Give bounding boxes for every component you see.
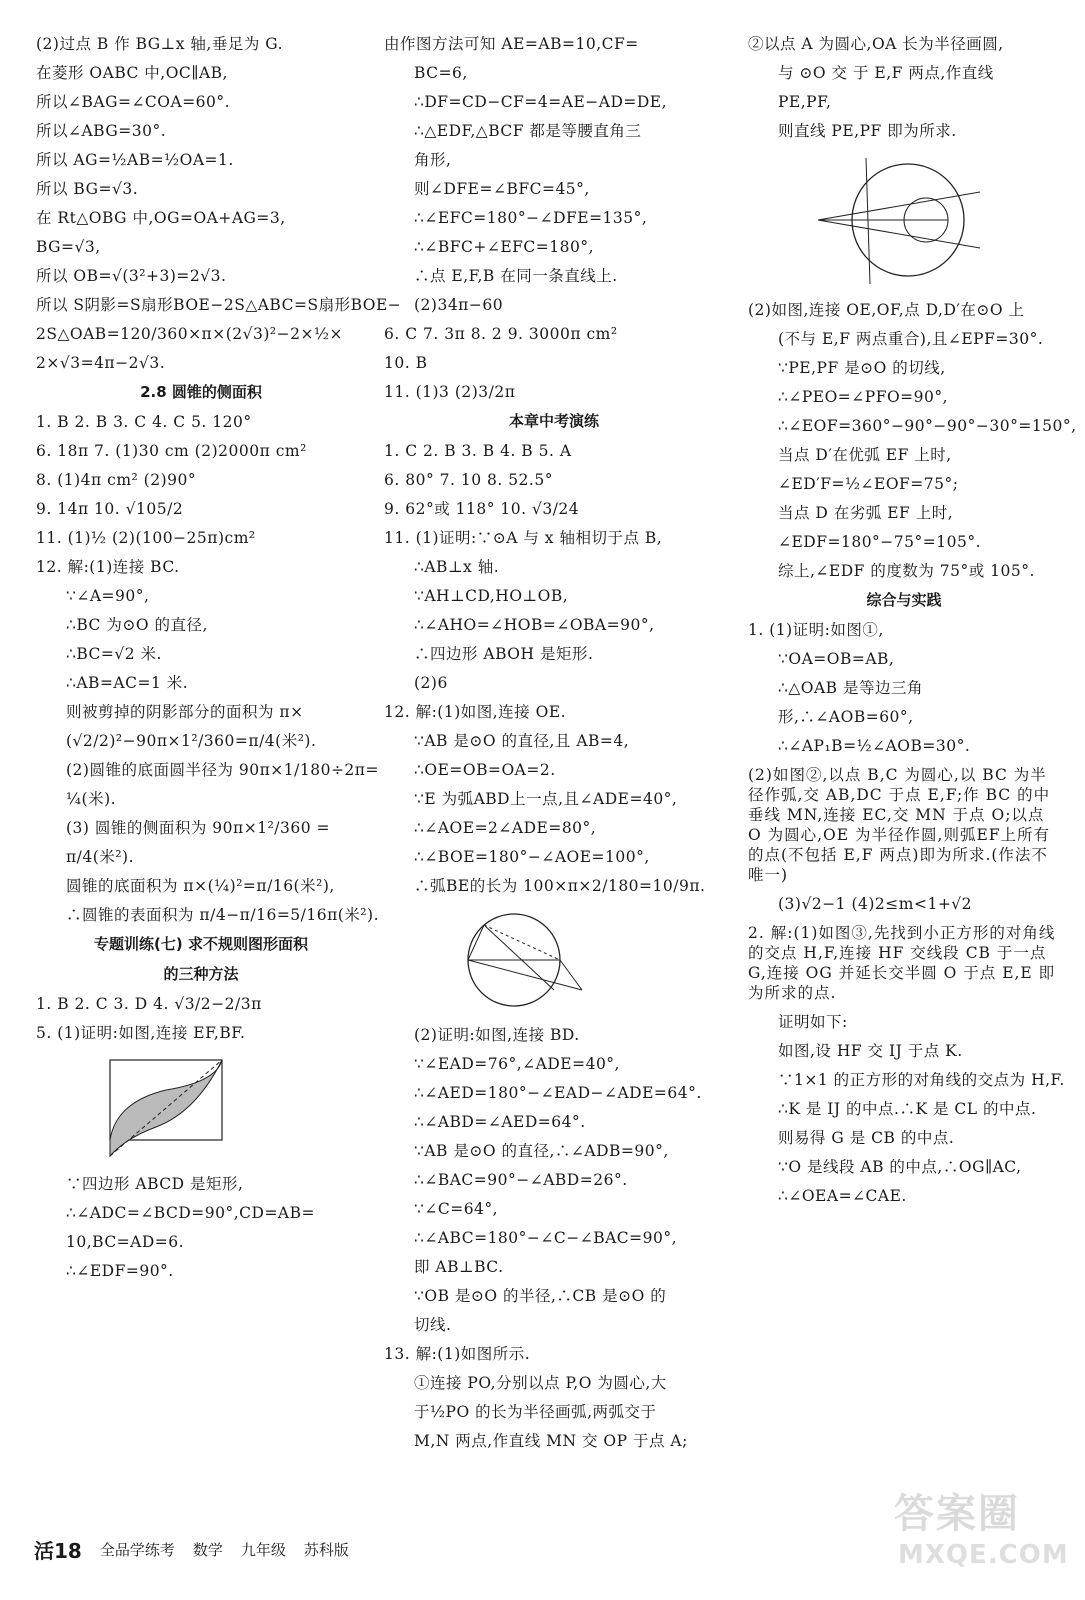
text-line: (2)6: [414, 674, 448, 692]
section-heading: 专题训练(七) 求不规则图形面积: [94, 935, 308, 953]
text-line: 6. 18π 7. (1)30 cm (2)2000π cm²: [36, 442, 307, 460]
text-line: 与 ⊙O 交 于 E,F 两点,作直线: [778, 64, 994, 82]
text-line: 11. (1)½ (2)(100−25π)cm²: [36, 529, 256, 547]
text-line: 12. 解:(1)如图,连接 OE.: [384, 703, 567, 721]
text-line: ∵PE,PF 是⊙O 的切线,: [778, 359, 946, 377]
text-line: ∴∠AHO=∠HOB=∠OBA=90°,: [414, 616, 655, 634]
text-line: 综上,∠EDF 的度数为 75°或 105°.: [778, 562, 1035, 580]
text-line: ∴∠BAC=90°−∠ABD=26°.: [414, 1171, 628, 1189]
text-line: ∵AH⊥CD,HO⊥OB,: [414, 587, 569, 605]
text-line: 所以 AG=½AB=½OA=1.: [36, 151, 234, 169]
text-line: ∠EDF=180°−75°=105°.: [778, 533, 982, 551]
text-line: 2S△OAB=120/360×π×(2√3)²−2×½×: [36, 325, 343, 343]
section-heading: 的三种方法: [163, 965, 239, 983]
text-line: 12. 解:(1)连接 BC.: [36, 558, 180, 576]
column-middle: [384, 34, 724, 1460]
column-left: [36, 34, 402, 1290]
text-line: ∵AB 是⊙O 的直径,且 AB=4,: [414, 732, 630, 750]
text-line: 于½PO 的长为半径画弧,两弧交于: [414, 1403, 657, 1421]
text-line: 9. 62°或 118° 10. √3/24: [384, 500, 580, 518]
text-line: (3) 圆锥的侧面积为 90π×1²/360 =: [66, 819, 331, 837]
text-line: ¼(米).: [66, 790, 117, 808]
text-line: ∵OA=OB=AB,: [778, 650, 895, 668]
text-line: ∴BC=√2 米.: [66, 645, 162, 663]
text-line: 由作图方法可知 AE=AB=10,CF=: [384, 35, 639, 53]
watermark-text: 答案圈: [894, 1491, 1020, 1537]
text-line: ∵∠C=64°,: [414, 1200, 499, 1218]
page-number: 活18: [34, 1538, 82, 1563]
text-line: ∴∠ABD=∠AED=64°.: [414, 1113, 586, 1131]
text-line: BG=√3,: [36, 238, 101, 256]
text-line: 10,BC=AD=6.: [66, 1233, 185, 1251]
text-line: 2×√3=4π−2√3.: [36, 354, 166, 372]
page-footer: [34, 1534, 349, 1564]
text-line: 1. C 2. B 3. B 4. B 5. A: [384, 442, 572, 460]
grade: 九年级: [240, 1540, 286, 1559]
text-line: ∵∠A=90°,: [66, 587, 150, 605]
section-heading: 本章中考演练: [508, 412, 599, 430]
text-line: 证明如下:: [778, 1013, 848, 1031]
text-line: PE,PF,: [778, 93, 832, 111]
text-line: (2)圆锥的底面圆半径为 90π×1/180÷2π=: [66, 761, 379, 779]
text-line: ∠ED′F=½∠EOF=75°;: [778, 475, 959, 493]
text-line: ∴OE=OB=OA=2.: [414, 761, 556, 779]
text-line: ∴K 是 IJ 的中点.∴K 是 CL 的中点.: [778, 1100, 1037, 1118]
text-line: 在 Rt△OBG 中,OG=OA+AG=3,: [36, 209, 286, 227]
text-line: ∴点 E,F,B 在同一条直线上.: [414, 267, 618, 285]
text-line: ∴BC 为⊙O 的直径,: [66, 616, 208, 634]
text-line: ∴∠AED=180°−∠EAD−∠ADE=64°.: [414, 1084, 702, 1102]
text-line: ∴∠AOE=2∠ADE=80°,: [414, 819, 597, 837]
text-line: 所以 BG=√3.: [36, 180, 139, 198]
text-line: 当点 D 在劣弧 EF 上时,: [778, 504, 954, 522]
text-line: ∴四边形 ABOH 是矩形.: [414, 645, 594, 663]
text-line: ∴AB⊥x 轴.: [414, 558, 500, 576]
rectangle-leaf-figure: [96, 1052, 236, 1164]
text-line: (2)证明:如图,连接 BD.: [414, 1026, 580, 1044]
text-line: 则被剪掉的阴影部分的面积为 π×: [66, 703, 304, 721]
subject: 数学: [192, 1540, 223, 1559]
text-line: ①连接 PO,分别以点 P,O 为圆心,大: [414, 1374, 667, 1392]
text-line: 形,∴∠AOB=60°,: [778, 708, 914, 726]
text-line: ∴∠PEO=∠PFO=90°,: [778, 388, 949, 406]
text-line: 角形,: [414, 151, 452, 169]
text-line: (不与 E,F 两点重合),且∠EPF=30°.: [778, 330, 1044, 348]
text-line: 如图,设 HF 交 IJ 于点 K.: [778, 1042, 963, 1060]
text-line: 所以 OB=√(3²+3)=2√3.: [36, 267, 227, 285]
text-line: ∴∠ABC=180°−∠C−∠BAC=90°,: [414, 1229, 678, 1247]
text-line: (2)过点 B 作 BG⊥x 轴,垂足为 G.: [36, 35, 284, 53]
text-line: 1. (1)证明:如图①,: [748, 621, 884, 639]
text-line: ∴△EDF,△BCF 都是等腰直角三: [414, 122, 642, 140]
text-line: ∴∠BFC+∠EFC=180°,: [414, 238, 595, 256]
text-line: BC=6,: [414, 64, 468, 82]
text-line: 所以∠BAG=∠COA=60°.: [36, 93, 231, 111]
text-line: 9. 14π 10. √105/2: [36, 500, 184, 518]
text-line: 则易得 G 是 CB 的中点.: [778, 1129, 955, 1147]
text-line: ∵O 是线段 AB 的中点,∴OG∥AC,: [778, 1158, 1022, 1176]
text-line: π/4(米²).: [66, 848, 135, 866]
circle-construction-figure: [808, 150, 988, 290]
text-line: ∵1×1 的正方形的对角线的交点为 H,F.: [778, 1071, 1065, 1089]
figure: [748, 150, 1060, 290]
text-line: 则直线 PE,PF 即为所求.: [778, 122, 957, 140]
text-line: 13. 解:(1)如图所示.: [384, 1345, 531, 1363]
text-line: (2)如图,连接 OE,OF,点 D,D′在⊙O 上: [748, 301, 1025, 319]
text-line: 8. (1)4π cm² (2)90°: [36, 471, 197, 489]
text-line: (3)√2−1 (4)2≤m<1+√2: [778, 895, 973, 913]
text-line: ②以点 A 为圆心,OA 长为半径画圆,: [748, 35, 1004, 53]
text-line: M,N 两点,作直线 MN 交 OP 于点 A;: [414, 1432, 688, 1450]
edition: 苏科版: [303, 1540, 349, 1559]
text-line: ∵四边形 ABCD 是矩形,: [66, 1175, 244, 1193]
text-line: (√2/2)²−90π×1²/360=π/4(米²).: [66, 732, 317, 750]
text-line: 1. B 2. C 3. D 4. √3/2−2/3π: [36, 995, 262, 1013]
figure: [384, 905, 724, 1015]
text-line: (2)如图②,以点 B,C 为圆心,以 BC 为半径作弧,交 AB,DC 于点 E,F;作 BC 的中垂线 MN,连接 EC,交 MN 于点 O;以点 O 为圆心,OE 为半径作圆,则弧EF上所有的点(不包括 E,F 两点)即为所求.(作法不唯一): [748, 766, 1051, 884]
watermark-logo: [870, 1478, 1070, 1588]
text-line: 所以∠ABG=30°.: [36, 122, 167, 140]
text-line: ∴∠EFC=180°−∠DFE=135°,: [414, 209, 648, 227]
section-heading: 综合与实践: [866, 591, 942, 609]
section-heading: 2.8 圆锥的侧面积: [140, 383, 262, 401]
text-line: 5. (1)证明:如图,连接 EF,BF.: [36, 1024, 246, 1042]
text-line: ∴∠OEA=∠CAE.: [778, 1187, 907, 1205]
text-line: ∴弧BE的长为 100×π×2/180=10/9π.: [414, 877, 706, 895]
text-line: 所以 S阴影=S扇形BOE−2S△ABC=S扇形BOE−: [36, 296, 402, 314]
text-line: ∵OB 是⊙O 的半径,∴CB 是⊙O 的: [414, 1287, 667, 1305]
text-line: ∴∠AP₁B=½∠AOB=30°.: [778, 737, 971, 755]
text-line: ∴DF=CD−CF=4=AE−AD=DE,: [414, 93, 668, 111]
text-line: 即 AB⊥BC.: [414, 1258, 504, 1276]
text-line: 圆锥的底面积为 π×(¼)²=π/16(米²),: [66, 877, 335, 895]
figure: [36, 1052, 366, 1164]
text-line: 2. 解:(1)如图③,先找到小正方形的对角线的交点 H,F,连接 HF 交线段 CB 于一点 G,连接 OG 并延长交半圆 O 于点 E,E 即为所求的点.: [748, 924, 1056, 1002]
series-name: 全品学练考: [99, 1540, 175, 1559]
text-line: 6. C 7. 3π 8. 2 9. 3000π cm²: [384, 325, 618, 343]
text-line: ∴∠ADC=∠BCD=90°,CD=AB=: [66, 1204, 316, 1222]
text-line: ∴∠EOF=360°−90°−90°−30°=150°,: [778, 417, 1077, 435]
text-line: 6. 80° 7. 10 8. 52.5°: [384, 471, 553, 489]
text-line: ∴AB=AC=1 米.: [66, 674, 189, 692]
text-line: 当点 D′在优弧 EF 上时,: [778, 446, 952, 464]
text-line: 1. B 2. B 3. C 4. C 5. 120°: [36, 413, 252, 431]
text-line: 切线.: [414, 1316, 452, 1334]
text-line: 11. (1)证明:∵⊙A 与 x 轴相切于点 B,: [384, 529, 663, 547]
text-line: ∵E 为弧ABD上一点,且∠ADE=40°,: [414, 790, 678, 808]
text-line: 在菱形 OABC 中,OC∥AB,: [36, 64, 228, 82]
text-line: ∴∠EDF=90°.: [66, 1262, 174, 1280]
text-line: ∴圆锥的表面积为 π/4−π/16=5/16π(米²).: [66, 906, 380, 924]
text-line: ∴∠BOE=180°−∠AOE=100°,: [414, 848, 650, 866]
text-line: ∵AB 是⊙O 的直径,∴∠ADB=90°,: [414, 1142, 669, 1160]
text-line: 11. (1)3 (2)3/2π: [384, 383, 516, 401]
circle-tangent-figure: [444, 905, 594, 1015]
column-right: [748, 34, 1077, 1215]
text-line: 则∠DFE=∠BFC=45°,: [414, 180, 590, 198]
text-line: ∵∠EAD=76°,∠ADE=40°,: [414, 1055, 620, 1073]
watermark-url: MXQE.COM: [898, 1540, 1069, 1570]
text-line: (2)34π−60: [414, 296, 504, 314]
text-line: 10. B: [384, 354, 428, 372]
text-line: ∴△OAB 是等边三角: [778, 679, 924, 697]
